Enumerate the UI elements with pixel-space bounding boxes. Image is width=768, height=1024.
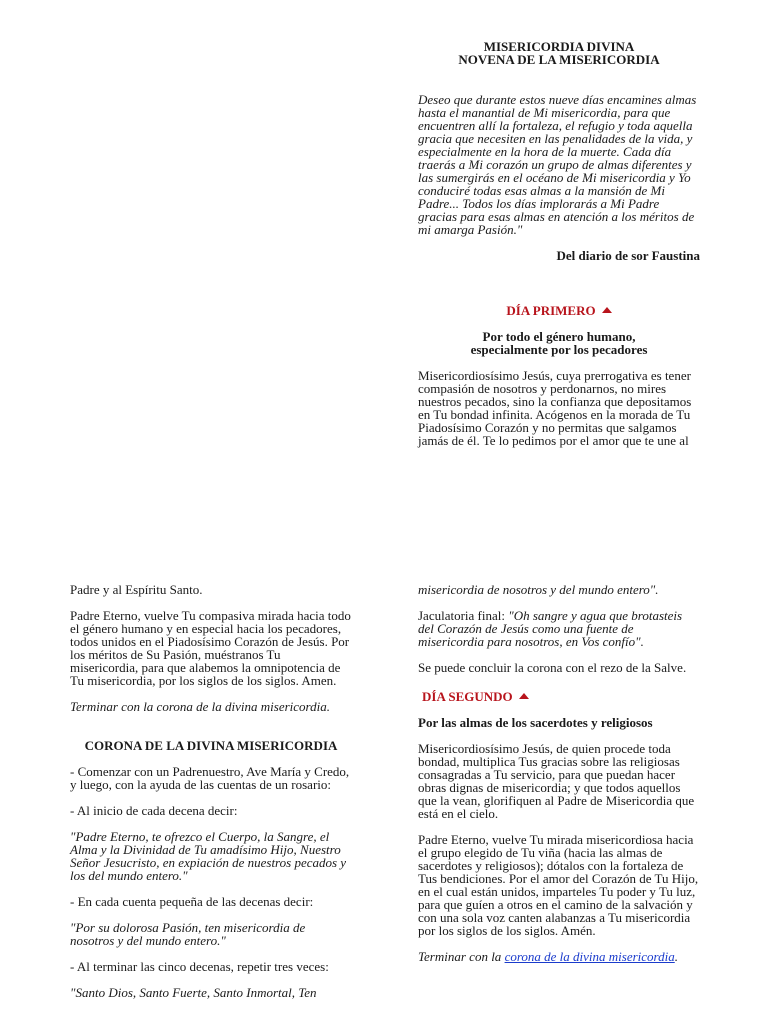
page2-left-column (70, 583, 352, 999)
day2-heading-label: DÍA SEGUNDO (422, 689, 513, 704)
day2-prayer-jesus: Misericordiosísimo Jesús, de quien procede toda bondad, multiplica Tus gracias sobre las religiosas consagradas a Tu servicio, para que puedan hacer obras dignas de misericordia; y que todos aquellos que la vean, glorifiquen al Padre de Misericordia que está en el cielo. (418, 741, 695, 821)
corona-step3-prayer: "Por su dolorosa Pasión, ten misericordia de nosotros y del mundo entero." (70, 920, 306, 948)
triangle-up-icon[interactable] (602, 307, 612, 313)
corona-step2: - Al inicio de cada decena decir: (70, 803, 238, 818)
day1-father-prayer: Padre Eterno, vuelve Tu compasiva mirada hacia todo el género humano y en especial hacia los pecadores, todos unidos en el Piadosísimo Corazón de Jesús. Por los méritos de Su Pasión, muéstranos Tu misericordia, para que alabemos la omnipotencia de Tu misericordia, por los siglos de los siglos. Amen. (70, 608, 351, 688)
corona-heading: CORONA DE LA DIVINA MISERICORDIA (84, 738, 338, 753)
triangle-up-icon[interactable] (519, 693, 529, 699)
jaculatoria-text: "Oh sangre y agua que brotasteis del Corazón de Jesús como una fuente de misericordia para nosotros, en Vos confío". (418, 608, 683, 649)
corona-step3: - En cada cuenta pequeña de las decenas decir: (70, 894, 314, 909)
day1-closing: Terminar con la corona de la divina misericordia. (70, 699, 330, 714)
corona-step2-prayer: "Padre Eterno, te ofrezco el Cuerpo, la Sangre, el Alma y la Divinidad de Tu amadísimo Hijo, Nuestro Señor Jesucristo, en expiación de nuestros pecados y los del mundo entero." (70, 829, 347, 883)
jaculatoria (418, 609, 700, 648)
prayer-continuation: Padre y al Espíritu Santo. (70, 582, 203, 597)
day1-prayer: Misericordiosísimo Jesús, cuya prerrogativa es tener compasión de nosotros y perdonarnos, no mires nuestros pecados, sino la confianza que depositamos en Tu bondad infinita. Acógenos en la morada de Tu Piadosísimo Corazón y no permitas que salgamos jamás de él. Te lo pedimos por el amor que te une al (418, 368, 692, 448)
day2-closing-prefix: Terminar con la (418, 949, 505, 964)
quote-source: Del diario de sor Faustina (556, 248, 700, 263)
corona-continuation: misericordia de nosotros y del mundo entero". (418, 582, 659, 597)
page1-column (418, 40, 700, 447)
document-subtitle: NOVENA DE LA MISERICORDIA (458, 52, 660, 67)
document-title: MISERICORDIA DIVINA (483, 39, 635, 54)
corona-step4: - Al terminar las cinco decenas, repetir tres veces: (70, 959, 329, 974)
corona-step4-prayer: "Santo Dios, Santo Fuerte, Santo Inmortal, Ten (70, 985, 317, 1000)
day1-subtitle-line1: Por todo el género humano, (482, 329, 636, 344)
day2-heading (418, 690, 700, 703)
corona-step1: - Comenzar con un Padrenuestro, Ave María y Credo, y luego, con la ayuda de las cuentas de un rosario: (70, 764, 350, 792)
day1-subtitle-line2: especialmente por los pecadores (470, 342, 648, 357)
day1-heading (418, 304, 700, 317)
faustina-quote: Deseo que durante estos nueve días encamines almas hasta el manantial de Mi misericordia, para que encuentren allí la fortaleza, el refugio y toda aquella gracia que necesiten en las penalidades de la vida, y especialmente en la hora de la muerte. Cada día traerás a Mi corazón un grupo de almas diferentes y las sumergirás en el océano de Mi misericordia y Yo conduciré todas esas almas a la mansión de Mi Padre... Todos los días implorarás a Mi Padre gracias para esas almas en atención a los méritos de mi amarga Pasión." (418, 92, 697, 237)
day2-subtitle: Por las almas de los sacerdotes y religiosos (418, 715, 653, 730)
jaculatoria-label: Jaculatoria final: (418, 608, 509, 623)
day2-closing-suffix: . (674, 949, 678, 964)
day2-closing (418, 950, 700, 963)
page2-right-column (418, 583, 700, 963)
corona-link[interactable]: corona de la divina misericordia (504, 949, 675, 964)
day2-prayer-father: Padre Eterno, vuelve Tu mirada misericordiosa hacia el grupo elegido de Tu viña (hacia las almas de sacerdotes y religiosos); dótalos con la fortaleza de Tus bendiciones. Por el amor del Corazón de Tu Hijo, en el cual están unidos, imparteles Tu poder y Tu luz, para que guíen a otros en el camino de la salvación y con una sola voz canten alabanzas a Tu misericordia por los siglos de los siglos. Amén. (418, 832, 699, 938)
day1-heading-label: DÍA PRIMERO (506, 303, 596, 318)
salve-note: Se puede concluir la corona con el rezo de la Salve. (418, 660, 687, 675)
